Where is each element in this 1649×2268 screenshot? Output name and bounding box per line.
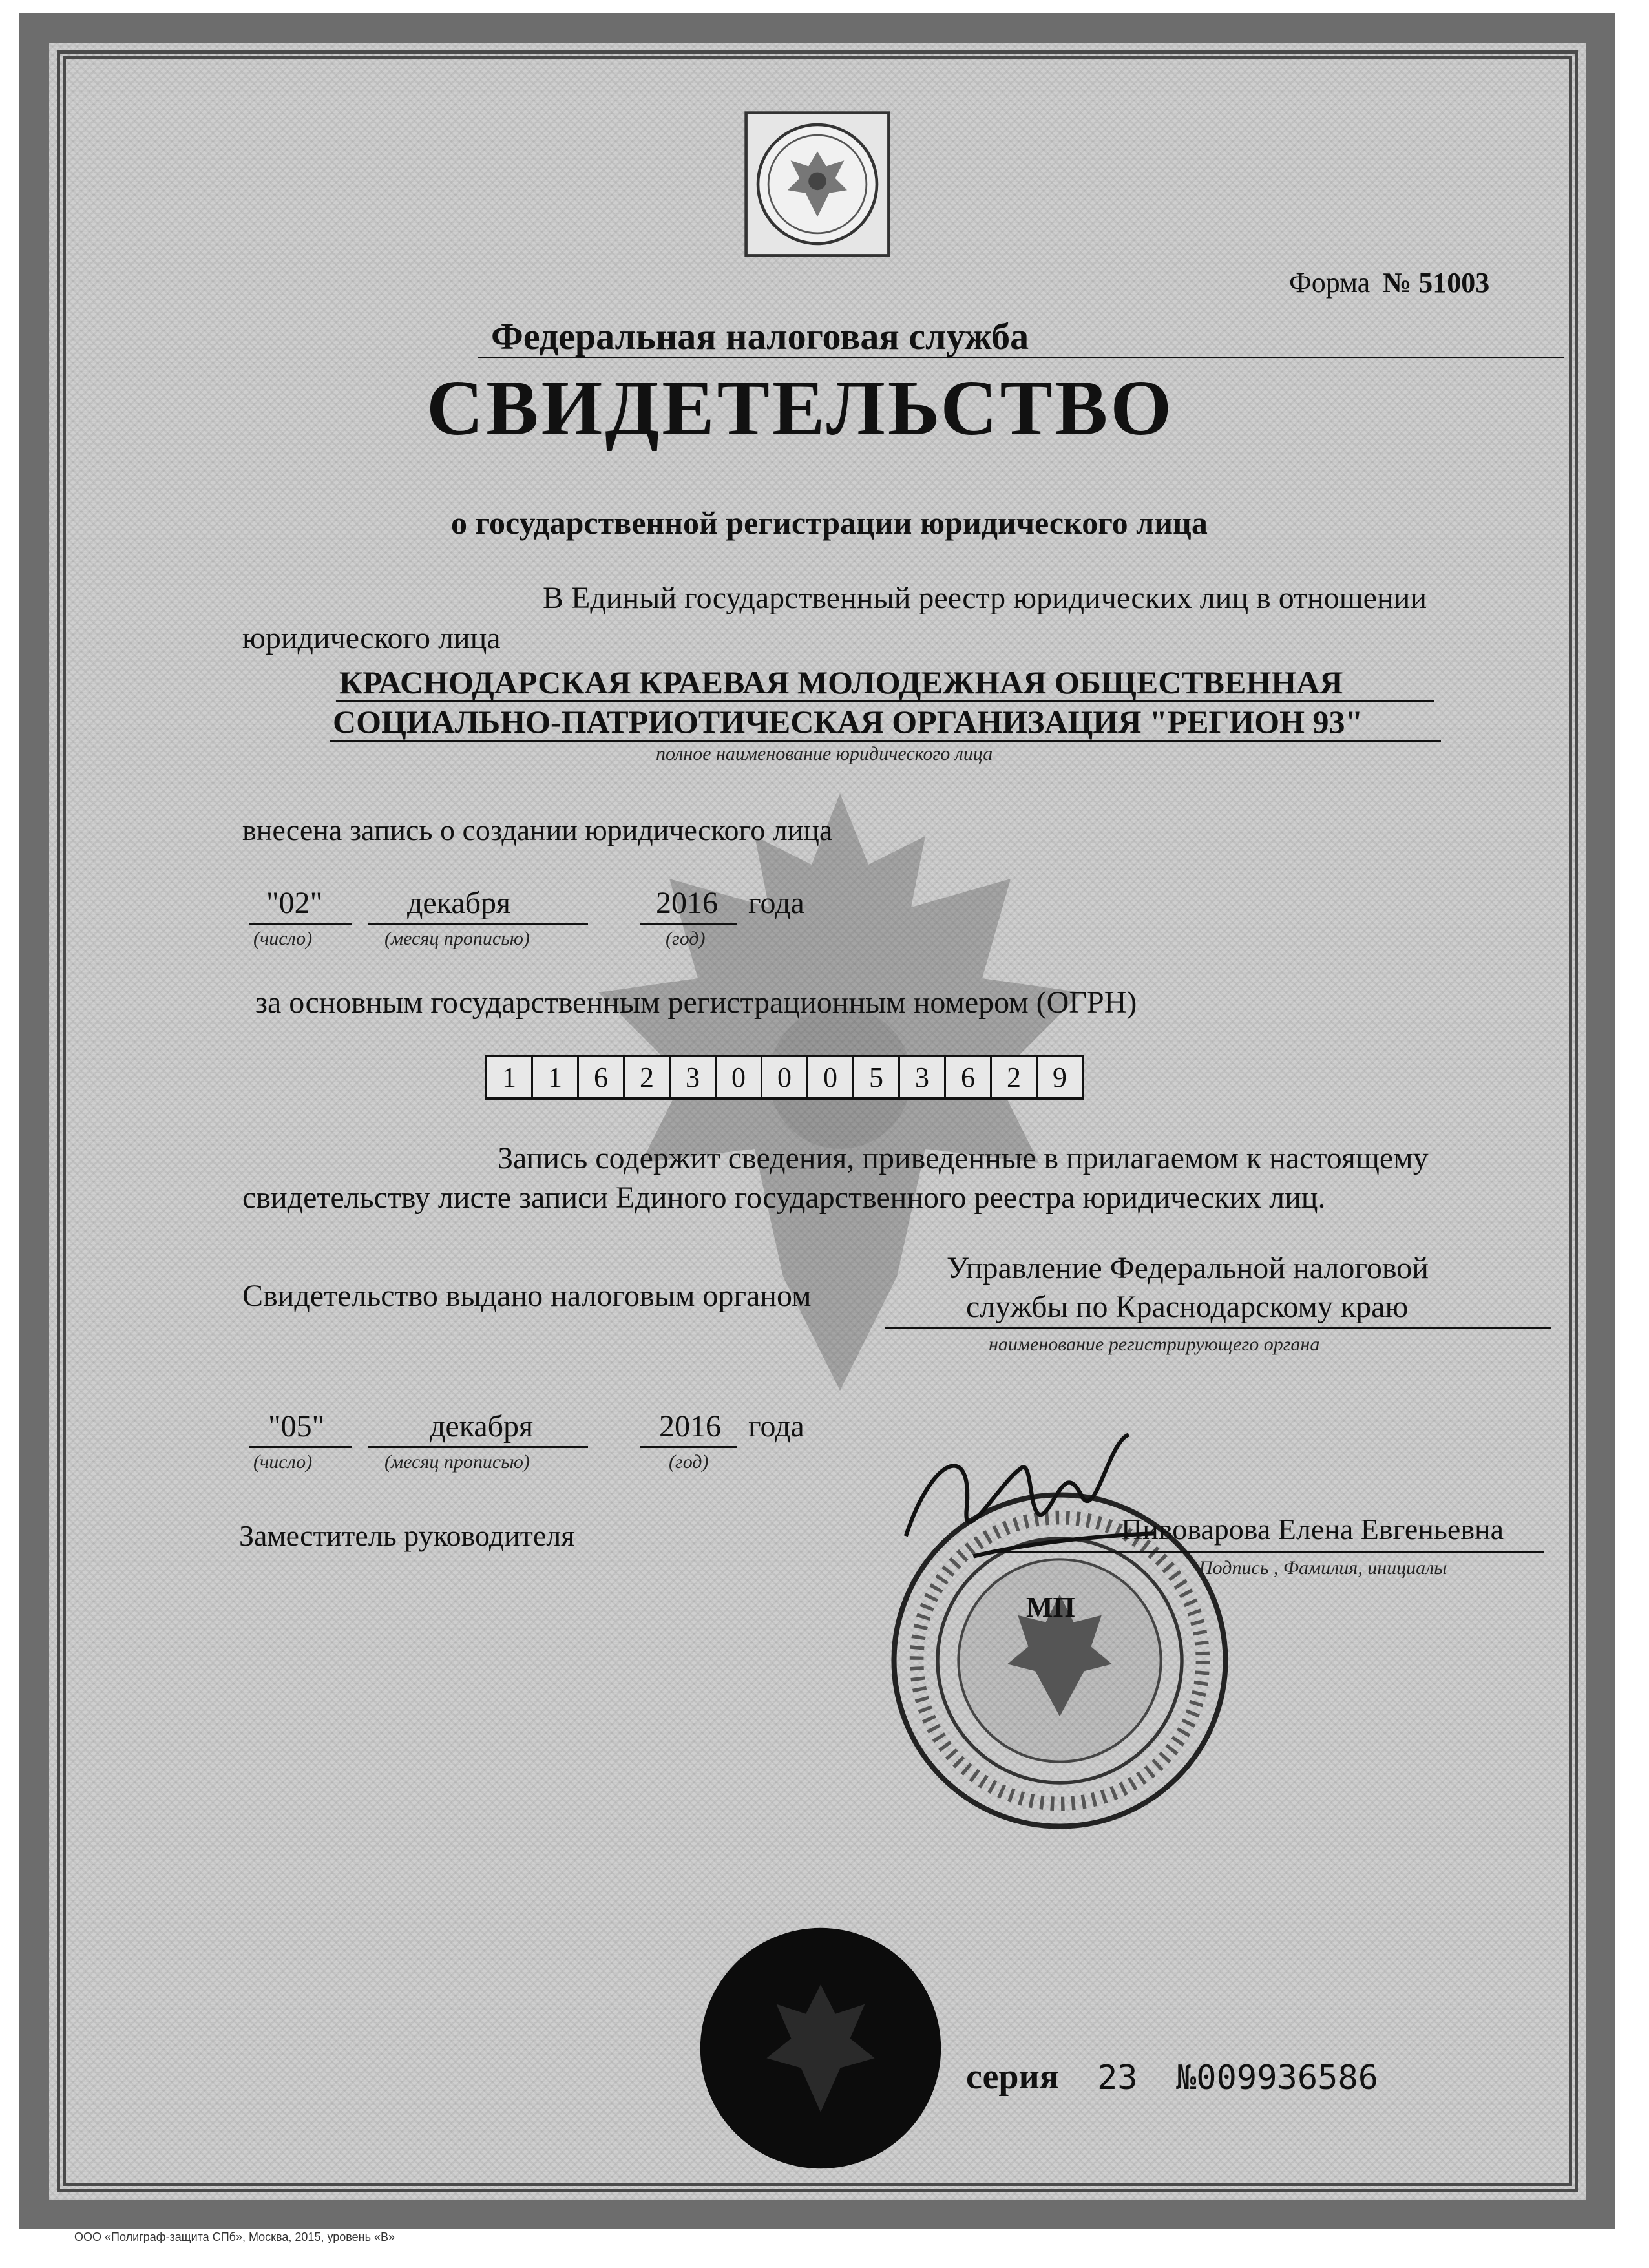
issue-day-caption: (число) <box>253 1451 313 1473</box>
ogrn-digit: 2 <box>992 1057 1038 1097</box>
document-title: СВИДЕТЕЛЬСТВО <box>426 364 1175 452</box>
ogrn-digit: 0 <box>717 1057 762 1097</box>
ogrn-digit: 6 <box>579 1057 625 1097</box>
hologram-emblem-icon <box>698 1926 943 2171</box>
contains-line-2: свидетельству листе записи Единого государственного реестра юридических лиц. <box>242 1181 1326 1215</box>
authority-caption: наименование регистрирующего органа <box>989 1334 1320 1355</box>
ogrn-digit: 1 <box>533 1057 579 1097</box>
record-year-caption: (год) <box>666 928 706 949</box>
issue-month-underline <box>368 1446 588 1448</box>
entity-name-caption: полное наименование юридического лица <box>656 743 993 764</box>
authority-line-2: службы по Краснодарскому краю <box>966 1290 1409 1324</box>
issue-year: 2016 <box>659 1409 721 1444</box>
record-year-suffix: года <box>748 886 804 920</box>
authority-line-1: Управление Федеральной налоговой <box>947 1251 1429 1285</box>
record-month: декабря <box>407 886 511 920</box>
signatory-name: Пивоварова Елена Евгеньевна <box>1121 1513 1504 1546</box>
handwritten-signature <box>892 1428 1163 1577</box>
ogrn-label: за основным государственным регистрационным номером (ОГРН) <box>255 985 1137 1020</box>
record-day-underline <box>249 923 352 925</box>
ogrn-digit: 3 <box>671 1057 717 1097</box>
issue-year-underline <box>640 1446 737 1448</box>
signatory-position: Заместитель руководителя <box>239 1519 575 1552</box>
printer-note: ООО «Полиграф-защита СПб», Москва, 2015, уровень «В» <box>74 2231 395 2243</box>
record-month-underline <box>368 923 588 925</box>
agency-underline <box>478 357 1564 358</box>
contains-line-1: Запись содержит сведения, приведенные в прилагаемом к настоящему <box>498 1141 1429 1175</box>
state-emblem-icon <box>743 110 892 258</box>
signature-caption: Подпись , Фамилия, инициалы <box>1199 1557 1447 1579</box>
document-subtitle: о государственной регистрации юридического лица <box>451 505 1208 541</box>
record-text: внесена запись о создании юридического лица <box>242 814 833 846</box>
entity-name-line-1: КРАСНОДАРСКАЯ КРАЕВАЯ МОЛОДЕЖНАЯ ОБЩЕСТВЕННАЯ <box>339 664 1343 700</box>
series-label: серия <box>966 2057 1060 2097</box>
form-label: Форма <box>1289 267 1371 299</box>
series-value: 23 <box>1097 2059 1138 2097</box>
record-year-underline <box>640 923 737 925</box>
intro-line-1: В Единый государственный реестр юридических лиц в отношении <box>543 581 1427 615</box>
ogrn-digit: 3 <box>900 1057 946 1097</box>
issued-by-label: Свидетельство выдано налоговым органом <box>242 1279 812 1313</box>
entity-name-underline-2 <box>330 740 1441 742</box>
ogrn-digit: 5 <box>854 1057 900 1097</box>
authority-underline <box>885 1327 1551 1329</box>
issue-day-underline <box>249 1446 352 1448</box>
issue-month-caption: (месяц прописью) <box>384 1451 530 1473</box>
ogrn-digit: 9 <box>1053 1061 1067 1093</box>
record-year: 2016 <box>656 886 718 920</box>
issue-year-suffix: года <box>748 1409 804 1444</box>
record-month-caption: (месяц прописью) <box>384 928 530 949</box>
ogrn-number-grid <box>485 1055 1084 1100</box>
entity-name-line-2: СОЦИАЛЬНО-ПАТРИОТИЧЕСКАЯ ОРГАНИЗАЦИЯ "РЕГИОН 93" <box>333 704 1363 740</box>
issue-month: декабря <box>430 1409 534 1444</box>
record-day: "02" <box>266 886 323 920</box>
issue-year-caption: (год) <box>669 1451 709 1473</box>
ogrn-digit: 1 <box>487 1057 533 1097</box>
ogrn-digit: 0 <box>762 1057 808 1097</box>
issue-day: "05" <box>268 1409 325 1444</box>
intro-line-2: юридического лица <box>242 621 501 655</box>
form-number: № 51003 <box>1383 267 1490 299</box>
entity-name-underline-1 <box>336 700 1434 702</box>
ogrn-digit: 6 <box>946 1057 992 1097</box>
ogrn-digit: 0 <box>808 1057 854 1097</box>
ogrn-digit: 2 <box>625 1057 671 1097</box>
agency-name: Федеральная налоговая служба <box>491 315 1029 357</box>
record-day-caption: (число) <box>253 928 313 949</box>
signature-underline <box>989 1551 1544 1553</box>
stamp-label: МП <box>1026 1591 1075 1623</box>
serial-number: №009936586 <box>1176 2059 1379 2097</box>
